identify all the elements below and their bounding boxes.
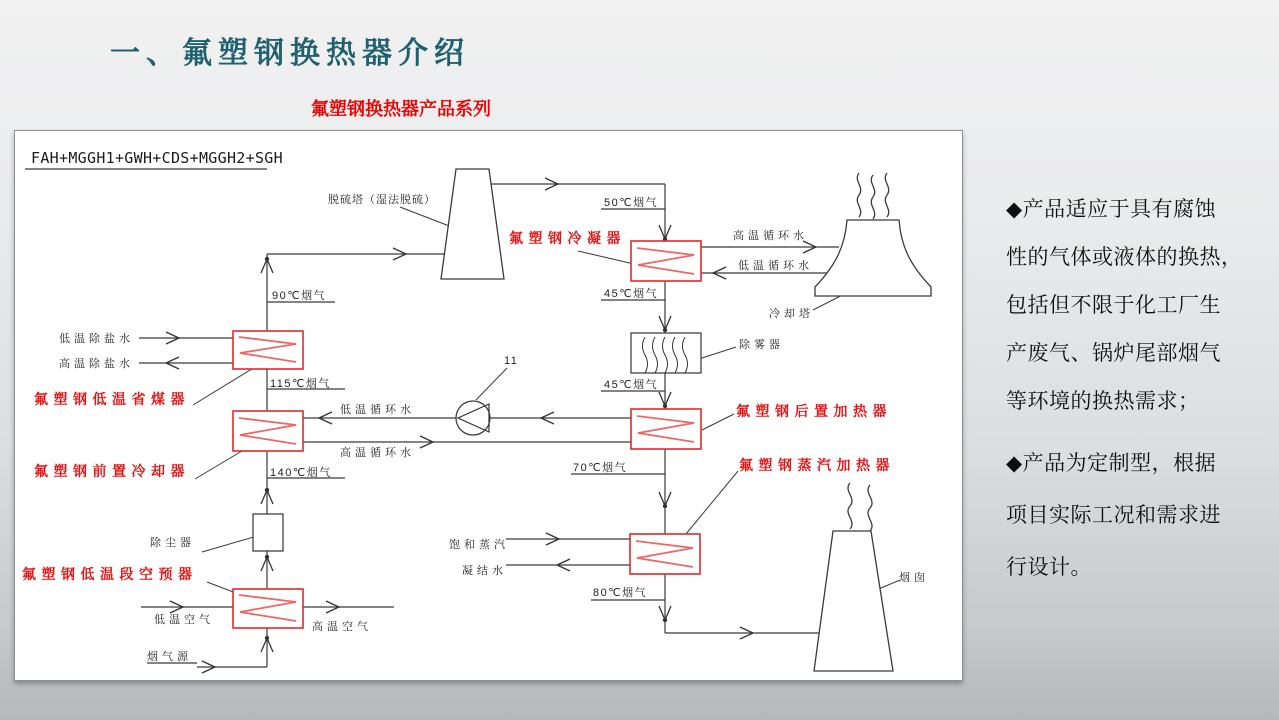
- label-air-preheater: 氟塑钢低温段空预器: [22, 566, 198, 582]
- label-demister: 除雾器: [739, 339, 784, 351]
- diagram-panel: [14, 130, 963, 681]
- stream-circ-cold-top: 低温循环水: [738, 260, 813, 272]
- stream-air-cold: 低温空气: [154, 614, 214, 626]
- label-desulf-tower: 脱硫塔（湿法脱硫）: [328, 194, 436, 206]
- chimney-steam-icon: [848, 483, 872, 531]
- stream-condensate-out: 凝结水: [462, 565, 507, 577]
- stream-flue-80: 80℃烟气: [593, 587, 648, 599]
- stream-circ-hot-mid: 高温循环水: [340, 447, 415, 459]
- stream-flue-source: 烟气源: [147, 651, 192, 663]
- description-line: 性的气体或液体的换热，: [1006, 246, 1243, 269]
- stream-flue-50: 50℃烟气: [604, 197, 659, 209]
- description-line: 等环境的换热需求；: [1006, 390, 1200, 413]
- description-paragraph-2: [1006, 438, 1258, 594]
- stream-demin-cold: 低温除盐水: [59, 333, 134, 345]
- description-line: ◆产品适应于具有腐蚀: [1006, 198, 1217, 221]
- description-line: 行设计。: [1006, 556, 1092, 579]
- cooling-tower-shape: [815, 220, 931, 296]
- stream-flue-45-lower: 45℃烟气: [604, 379, 659, 391]
- label-chimney: 烟囱: [899, 572, 929, 584]
- description-paragraph-1: [1006, 186, 1258, 426]
- stream-flue-45-upper: 45℃烟气: [604, 288, 659, 300]
- stream-circ-cold-mid: 低温循环水: [340, 404, 415, 416]
- page-title: 一、氟塑钢换热器介绍: [110, 37, 470, 70]
- stream-flue-70: 70℃烟气: [573, 462, 628, 474]
- diagram-subtitle: 氟塑钢换热器产品系列: [311, 99, 491, 119]
- demister-box: [631, 333, 701, 373]
- description-line: 产废气、锅炉尾部烟气: [1006, 342, 1221, 365]
- stream-circ-hot-top: 高温循环水: [733, 230, 808, 242]
- description-line: 包括但不限于化工厂生: [1006, 294, 1221, 317]
- product-description: [1006, 186, 1258, 594]
- flow-lines: [25, 169, 839, 667]
- label-cooling-tower: 冷却塔: [769, 308, 814, 320]
- label-economizer: 氟塑钢低温省煤器: [34, 391, 190, 407]
- stream-flue-90: 90℃烟气: [272, 290, 327, 302]
- stream-flue-140: 140℃烟气: [270, 467, 332, 479]
- stream-demin-hot: 高温除盐水: [59, 358, 134, 370]
- pump-icon: [456, 401, 490, 435]
- stream-air-hot: 高温空气: [312, 621, 372, 633]
- label-dust-collector: 除尘器: [150, 537, 195, 549]
- dust-collector-box: [253, 514, 283, 551]
- stream-flue-115: 115℃烟气: [270, 378, 331, 390]
- label-precooler: 氟塑钢前置冷却器: [34, 463, 190, 479]
- description-line: ◆产品为定制型，根据: [1006, 452, 1217, 475]
- system-formula: FAH+MGGH1+GWH+CDS+MGGH2+SGH: [31, 149, 283, 167]
- desulfurization-tower-shape: [441, 169, 504, 279]
- label-steam-heater: 氟塑钢蒸汽加热器: [739, 457, 895, 473]
- label-after-heater: 氟塑钢后置加热器: [736, 403, 892, 419]
- label-condenser: 氟塑钢冷凝器: [509, 230, 626, 246]
- pump-tag: 11: [504, 355, 519, 367]
- description-line: 项目实际工况和需求进: [1006, 504, 1221, 527]
- chimney-shape: [814, 531, 893, 671]
- stream-steam-in: 饱和蒸汽: [449, 539, 509, 551]
- cooling-tower-steam-icon: [857, 173, 888, 219]
